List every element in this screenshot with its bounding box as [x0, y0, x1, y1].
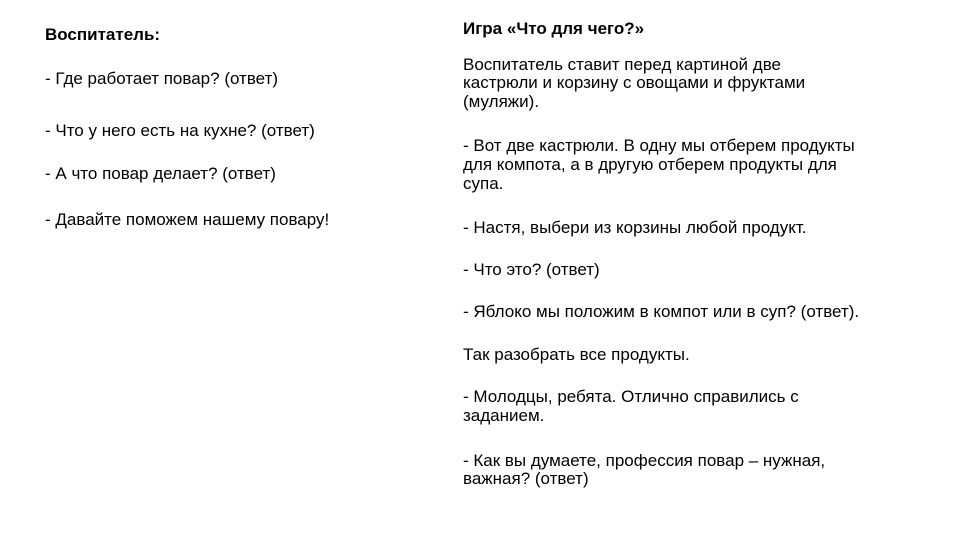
- paragraph-line: - Молодцы, ребята. Отлично справились с: [463, 387, 799, 406]
- paragraph-line: - Как вы думаете, профессия повар – нужная,: [463, 451, 826, 470]
- question-line: - А что повар делает? (ответ): [45, 164, 276, 183]
- question-line: - Где работает повар? (ответ): [45, 69, 279, 88]
- paragraph-line: заданием.: [463, 406, 545, 425]
- paragraph-line: - Яблоко мы положим в компот или в суп? (ответ).: [463, 302, 860, 321]
- paragraph-line: важная? (ответ): [463, 469, 589, 488]
- right-heading: Игра «Что для чего?»: [463, 19, 645, 38]
- paragraph-line: (муляжи).: [463, 92, 540, 111]
- paragraph-line: супа.: [463, 174, 504, 193]
- paragraph-line: кастрюли и корзину с овощами и фруктами: [463, 73, 806, 92]
- paragraph-line: для компота, а в другую отберем продукты для: [463, 155, 837, 174]
- paragraph-line: - Вот две кастрюли. В одну мы отберем продукты: [463, 136, 855, 155]
- paragraph-line: Воспитатель ставит перед картиной две: [463, 55, 781, 74]
- question-line: - Что у него есть на кухне? (ответ): [45, 121, 315, 140]
- left-heading: Воспитатель:: [45, 25, 161, 44]
- question-line: - Давайте поможем нашему повару!: [45, 210, 330, 229]
- paragraph-line: - Настя, выбери из корзины любой продукт.: [463, 218, 807, 237]
- paragraph-line: Так разобрать все продукты.: [463, 345, 690, 364]
- paragraph-line: - Что это? (ответ): [463, 260, 600, 279]
